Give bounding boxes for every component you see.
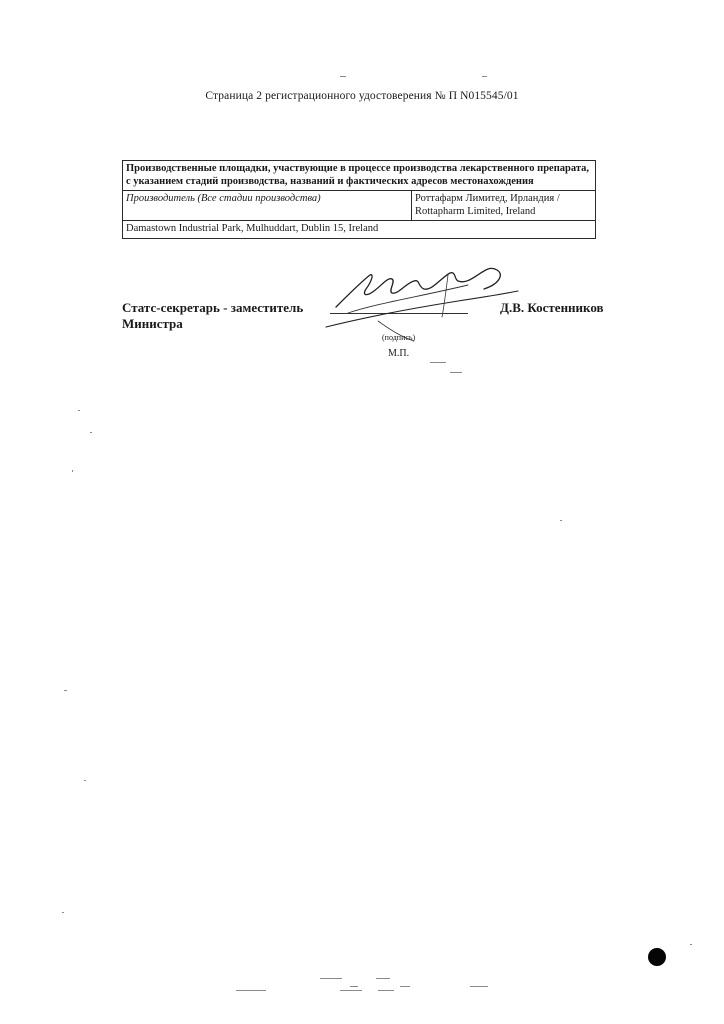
- site-address-cell: Damastown Industrial Park, Mulhuddart, Dublin 15, Ireland: [123, 221, 596, 239]
- page-header: Страница 2 регистрационного удостоверения № П N015545/01: [205, 90, 519, 102]
- manufacturer-name-en: Rottapharm Limited, Ireland: [415, 205, 536, 217]
- signer-position-line1: Статс-секретарь - заместитель: [122, 300, 304, 315]
- manufacturer-name-ru: Роттафарм Лимитед, Ирландия /: [415, 193, 560, 204]
- signer-position-line2: Министра: [122, 316, 183, 331]
- manufacturer-role-cell: Производитель (Все стадии производства): [123, 191, 412, 221]
- signature-caption: (подпись): [382, 333, 416, 342]
- stamp-placeholder: М.П.: [388, 348, 410, 359]
- table-heading-cell: Производственные площадки, участвующие в процессе производства лекарственного препарата, с указанием стадий производства, названий и фактических адресов местонахождения: [123, 161, 596, 191]
- signer-position: [122, 300, 303, 332]
- signer-name: Д.В. Костенников: [500, 300, 604, 315]
- punch-hole-mark: [648, 948, 666, 966]
